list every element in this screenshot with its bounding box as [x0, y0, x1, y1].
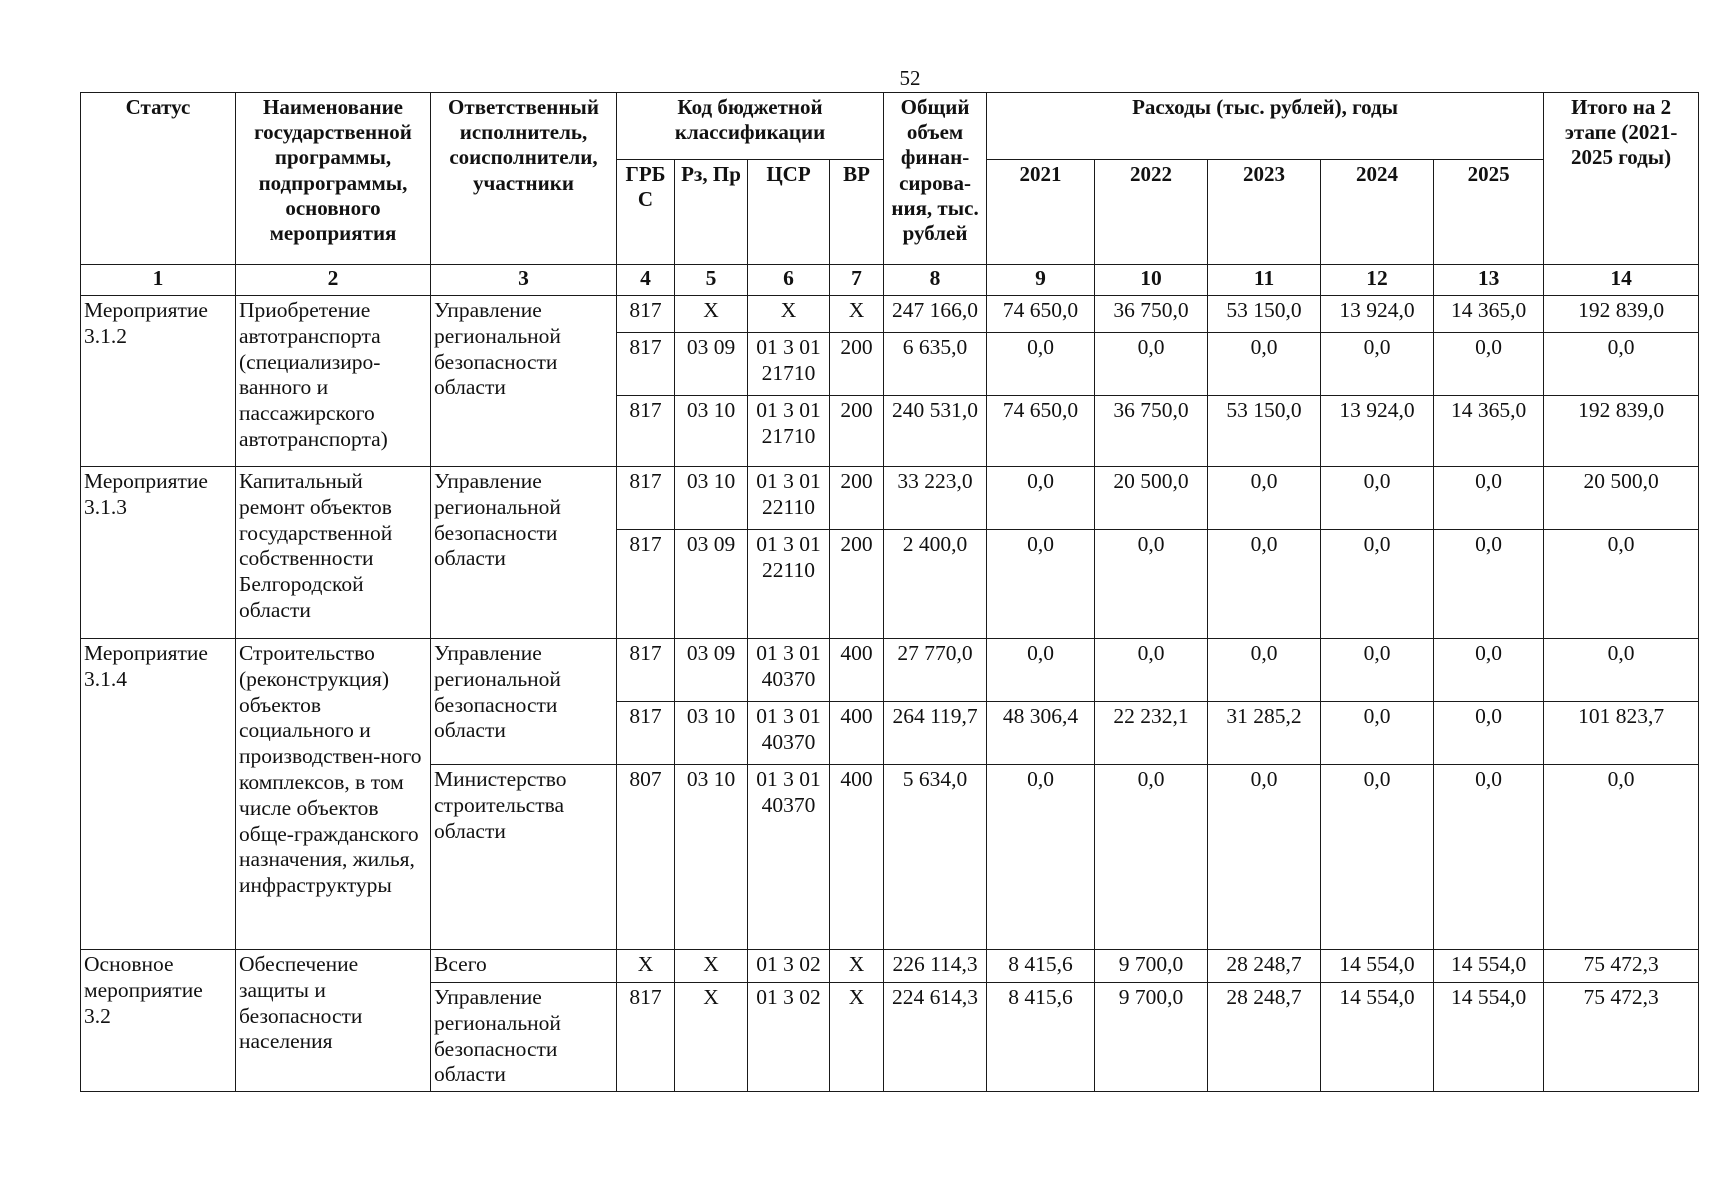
stage-total-cell: 20 500,0	[1544, 467, 1699, 530]
year-2024-cell: 0,0	[1321, 530, 1434, 639]
header-expenses: Расходы (тыс. рублей), годы	[987, 93, 1544, 160]
grbs-cell: 817	[617, 983, 675, 1092]
rzpr-cell: 03 09	[675, 333, 748, 396]
total-volume-cell: 33 223,0	[884, 467, 987, 530]
vr-cell: Х	[830, 296, 884, 333]
year-2021-cell: 8 415,6	[987, 950, 1095, 983]
total-volume-cell: 226 114,3	[884, 950, 987, 983]
total-volume-cell: 5 634,0	[884, 765, 987, 950]
column-number: 1	[81, 265, 236, 296]
header-csr: ЦСР	[748, 160, 830, 265]
year-2021-cell: 0,0	[987, 467, 1095, 530]
column-number: 2	[236, 265, 431, 296]
vr-cell: 200	[830, 467, 884, 530]
year-2024-cell: 0,0	[1321, 702, 1434, 765]
vr-cell: 200	[830, 530, 884, 639]
column-number: 7	[830, 265, 884, 296]
rzpr-cell: 03 10	[675, 396, 748, 467]
header-year-2023: 2023	[1208, 160, 1321, 265]
csr-cell: 01 3 02	[748, 950, 830, 983]
csr-cell: 01 3 01 40370	[748, 765, 830, 950]
stage-total-cell: 75 472,3	[1544, 983, 1699, 1092]
grbs-cell: 807	[617, 765, 675, 950]
header-vr: ВР	[830, 160, 884, 265]
column-number: 9	[987, 265, 1095, 296]
rzpr-cell: Х	[675, 296, 748, 333]
executor-cell: Министерство строительства области	[431, 765, 617, 950]
year-2023-cell: 0,0	[1208, 530, 1321, 639]
table-row	[81, 639, 1699, 702]
header-row-top	[81, 93, 1699, 160]
column-number: 5	[675, 265, 748, 296]
csr-cell: 01 3 01 22110	[748, 530, 830, 639]
header-year-2022: 2022	[1095, 160, 1208, 265]
year-2021-cell: 74 650,0	[987, 396, 1095, 467]
header-year-2021: 2021	[987, 160, 1095, 265]
executor-cell: Управление региональной безопасности области	[431, 467, 617, 639]
stage-total-cell: 192 839,0	[1544, 396, 1699, 467]
year-2022-cell: 36 750,0	[1095, 396, 1208, 467]
year-2023-cell: 53 150,0	[1208, 296, 1321, 333]
year-2024-cell: 0,0	[1321, 765, 1434, 950]
header-responsible: Ответственный исполнитель, соисполнители, участники	[431, 93, 617, 265]
executor-cell: Всего	[431, 950, 617, 983]
csr-cell: 01 3 01 21710	[748, 396, 830, 467]
program-name-cell: Строительство (реконструкция) объектов социального и производствен-ного комплексов, в том числе объектов обще-гражданского назначения, жилья, инфраструктуры	[236, 639, 431, 950]
vr-cell: 400	[830, 765, 884, 950]
year-2022-cell: 0,0	[1095, 639, 1208, 702]
csr-cell: 01 3 01 40370	[748, 702, 830, 765]
total-volume-cell: 264 119,7	[884, 702, 987, 765]
column-number: 3	[431, 265, 617, 296]
year-2024-cell: 0,0	[1321, 333, 1434, 396]
csr-cell: Х	[748, 296, 830, 333]
grbs-cell: 817	[617, 702, 675, 765]
rzpr-cell: 03 09	[675, 639, 748, 702]
year-2023-cell: 0,0	[1208, 333, 1321, 396]
stage-total-cell: 0,0	[1544, 530, 1699, 639]
table-row	[81, 296, 1699, 333]
stage-total-cell: 75 472,3	[1544, 950, 1699, 983]
year-2025-cell: 14 554,0	[1434, 983, 1544, 1092]
grbs-cell: 817	[617, 396, 675, 467]
year-2025-cell: 0,0	[1434, 530, 1544, 639]
year-2022-cell: 22 232,1	[1095, 702, 1208, 765]
page-number: 52	[899, 66, 921, 90]
program-name-cell: Капитальный ремонт объектов государственной собственности Белгородской области	[236, 467, 431, 639]
vr-cell: 400	[830, 639, 884, 702]
vr-cell: 200	[830, 396, 884, 467]
csr-cell: 01 3 02	[748, 983, 830, 1092]
year-2023-cell: 31 285,2	[1208, 702, 1321, 765]
year-2025-cell: 14 365,0	[1434, 396, 1544, 467]
header-grbs: ГРБ С	[617, 160, 675, 265]
year-2022-cell: 36 750,0	[1095, 296, 1208, 333]
stage-total-cell: 0,0	[1544, 639, 1699, 702]
year-2022-cell: 0,0	[1095, 333, 1208, 396]
executor-cell: Управление региональной безопасности области	[431, 639, 617, 765]
year-2023-cell: 0,0	[1208, 765, 1321, 950]
column-number: 8	[884, 265, 987, 296]
total-volume-cell: 6 635,0	[884, 333, 987, 396]
stage-total-cell: 101 823,7	[1544, 702, 1699, 765]
year-2025-cell: 0,0	[1434, 467, 1544, 530]
header-stage-total: Итого на 2 этапе (2021-2025 годы)	[1544, 93, 1699, 265]
grbs-cell: 817	[617, 333, 675, 396]
vr-cell: 400	[830, 702, 884, 765]
total-volume-cell: 224 614,3	[884, 983, 987, 1092]
header-year-2024: 2024	[1321, 160, 1434, 265]
status-cell: Мероприятие 3.1.4	[81, 639, 236, 950]
column-number: 14	[1544, 265, 1699, 296]
year-2025-cell: 14 554,0	[1434, 950, 1544, 983]
year-2022-cell: 20 500,0	[1095, 467, 1208, 530]
stage-total-cell: 192 839,0	[1544, 296, 1699, 333]
year-2025-cell: 14 365,0	[1434, 296, 1544, 333]
vr-cell: Х	[830, 983, 884, 1092]
year-2022-cell: 0,0	[1095, 765, 1208, 950]
csr-cell: 01 3 01 40370	[748, 639, 830, 702]
csr-cell: 01 3 01 22110	[748, 467, 830, 530]
table-row	[81, 467, 1699, 530]
executor-cell: Управление региональной безопасности области	[431, 983, 617, 1092]
year-2024-cell: 14 554,0	[1321, 950, 1434, 983]
year-2023-cell: 0,0	[1208, 639, 1321, 702]
total-volume-cell: 27 770,0	[884, 639, 987, 702]
rzpr-cell: Х	[675, 983, 748, 1092]
year-2024-cell: 14 554,0	[1321, 983, 1434, 1092]
rzpr-cell: 03 10	[675, 467, 748, 530]
year-2025-cell: 0,0	[1434, 702, 1544, 765]
year-2023-cell: 53 150,0	[1208, 396, 1321, 467]
year-2021-cell: 0,0	[987, 639, 1095, 702]
year-2021-cell: 8 415,6	[987, 983, 1095, 1092]
rzpr-cell: 03 10	[675, 765, 748, 950]
year-2025-cell: 0,0	[1434, 639, 1544, 702]
program-name-cell: Обеспечение защиты и безопасности населения	[236, 950, 431, 1092]
table-row	[81, 950, 1699, 983]
column-number: 13	[1434, 265, 1544, 296]
year-2024-cell: 0,0	[1321, 467, 1434, 530]
vr-cell: 200	[830, 333, 884, 396]
status-cell: Мероприятие 3.1.2	[81, 296, 236, 467]
header-rzpr: Рз, Пр	[675, 160, 748, 265]
rzpr-cell: 03 09	[675, 530, 748, 639]
executor-cell: Управление региональной безопасности области	[431, 296, 617, 467]
stage-total-cell: 0,0	[1544, 333, 1699, 396]
total-volume-cell: 247 166,0	[884, 296, 987, 333]
status-cell: Мероприятие 3.1.3	[81, 467, 236, 639]
year-2023-cell: 28 248,7	[1208, 950, 1321, 983]
year-2023-cell: 28 248,7	[1208, 983, 1321, 1092]
header-status: Статус	[81, 93, 236, 265]
year-2025-cell: 0,0	[1434, 765, 1544, 950]
program-name-cell: Приобретение автотранспорта (специализиро-ванного и пассажирского автотранспорта)	[236, 296, 431, 467]
column-number: 12	[1321, 265, 1434, 296]
grbs-cell: 817	[617, 296, 675, 333]
budget-table	[80, 92, 1699, 1092]
csr-cell: 01 3 01 21710	[748, 333, 830, 396]
year-2022-cell: 9 700,0	[1095, 983, 1208, 1092]
grbs-cell: 817	[617, 639, 675, 702]
status-cell: Основное мероприятие 3.2	[81, 950, 236, 1092]
header-name: Наименование государственной программы, подпрограммы, основного мероприятия	[236, 93, 431, 265]
stage-total-cell: 0,0	[1544, 765, 1699, 950]
rzpr-cell: Х	[675, 950, 748, 983]
year-2024-cell: 0,0	[1321, 639, 1434, 702]
header-total-volume: Общий объем финан-сирова-ния, тыс. рублей	[884, 93, 987, 265]
column-number: 6	[748, 265, 830, 296]
year-2024-cell: 13 924,0	[1321, 396, 1434, 467]
column-number: 11	[1208, 265, 1321, 296]
column-number-row	[81, 265, 1699, 296]
grbs-cell: Х	[617, 950, 675, 983]
column-number: 10	[1095, 265, 1208, 296]
column-number: 4	[617, 265, 675, 296]
total-volume-cell: 240 531,0	[884, 396, 987, 467]
year-2021-cell: 48 306,4	[987, 702, 1095, 765]
year-2025-cell: 0,0	[1434, 333, 1544, 396]
year-2023-cell: 0,0	[1208, 467, 1321, 530]
year-2021-cell: 74 650,0	[987, 296, 1095, 333]
year-2021-cell: 0,0	[987, 333, 1095, 396]
year-2022-cell: 9 700,0	[1095, 950, 1208, 983]
year-2021-cell: 0,0	[987, 530, 1095, 639]
header-budget-code: Код бюджетной классификации	[617, 93, 884, 160]
header-year-2025: 2025	[1434, 160, 1544, 265]
year-2022-cell: 0,0	[1095, 530, 1208, 639]
year-2021-cell: 0,0	[987, 765, 1095, 950]
year-2024-cell: 13 924,0	[1321, 296, 1434, 333]
vr-cell: Х	[830, 950, 884, 983]
grbs-cell: 817	[617, 467, 675, 530]
grbs-cell: 817	[617, 530, 675, 639]
rzpr-cell: 03 10	[675, 702, 748, 765]
total-volume-cell: 2 400,0	[884, 530, 987, 639]
